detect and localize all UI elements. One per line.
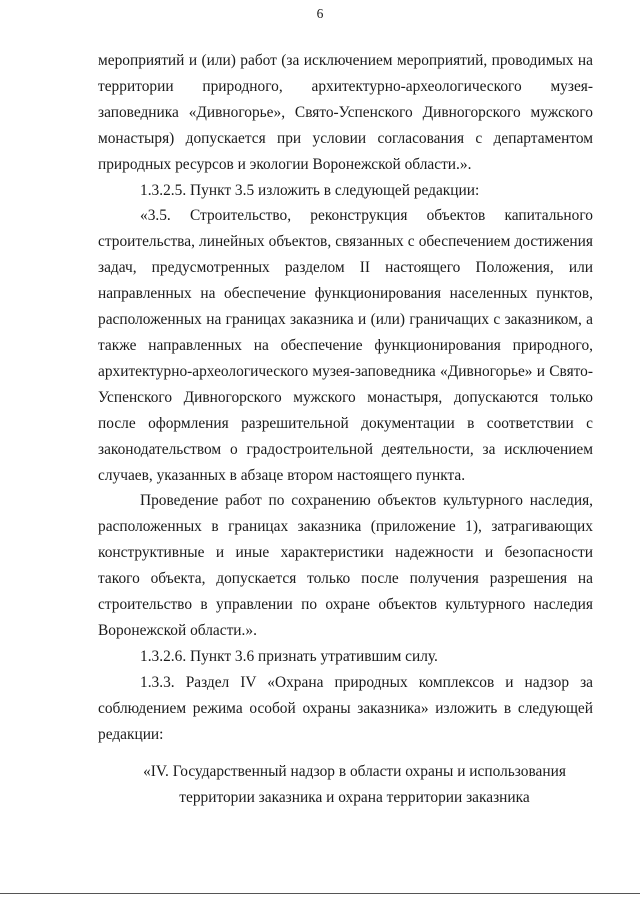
- document-body: [98, 48, 593, 811]
- paragraph: Проведение работ по сохранению объектов культурного наследия, расположенных в границах заказника (приложение 1), затрагивающих конструктивные и иные характеристики надежности и безопасности такого объекта, допускается только после получения разрешения на строительство в управлении по охране объектов культурного наследия Воронежской области.».: [98, 492, 593, 639]
- page-number: 6: [316, 6, 324, 21]
- paragraph: 1.3.3. Раздел IV «Охрана природных комплексов и надзор за соблюдением режима особой охраны заказника» изложить в следующей редакции:: [98, 673, 593, 743]
- paragraph: «3.5. Строительство, реконструкция объектов капитального строительства, линейных объектов, связанных с обеспечением достижения задач, предусмотренных разделом II настоящего Положения, или направленных на обеспечение функционирования населенных пунктов, расположенных на границах заказника и (или) граничащих с заказником, а также направленных на обеспечение функционирования природного, архитектурно-археологического музея-заповедника «Дивногорье» и Свято-Успенского Дивногорского мужского монастыря, допускаются только после оформления разрешительной документации в соответствии с законодательством о градостроительной деятельности, за исключением случаев, указанных в абзаце втором настоящего пункта.: [98, 207, 593, 484]
- paragraph: мероприятий и (или) работ (за исключением мероприятий, проводимых на территории природного, архитектурно-археологического музея-заповедника «Дивногорье», Свято-Успенского Дивногорского мужского монастыря) допускается при условии согласования с департаментом природных ресурсов и экологии Воронежской области.».: [98, 52, 593, 173]
- section-heading-line-1: «IV. Государственный надзор в области охраны и использования: [143, 763, 566, 781]
- page-bottom-rule: [0, 893, 640, 894]
- section-heading: [98, 759, 593, 811]
- paragraph: 1.3.2.6. Пункт 3.6 признать утратившим силу.: [140, 647, 438, 665]
- paragraph: 1.3.2.5. Пункт 3.5 изложить в следующей редакции:: [140, 181, 480, 199]
- section-heading-line-2: территории заказника и охрана территории заказника: [179, 789, 530, 807]
